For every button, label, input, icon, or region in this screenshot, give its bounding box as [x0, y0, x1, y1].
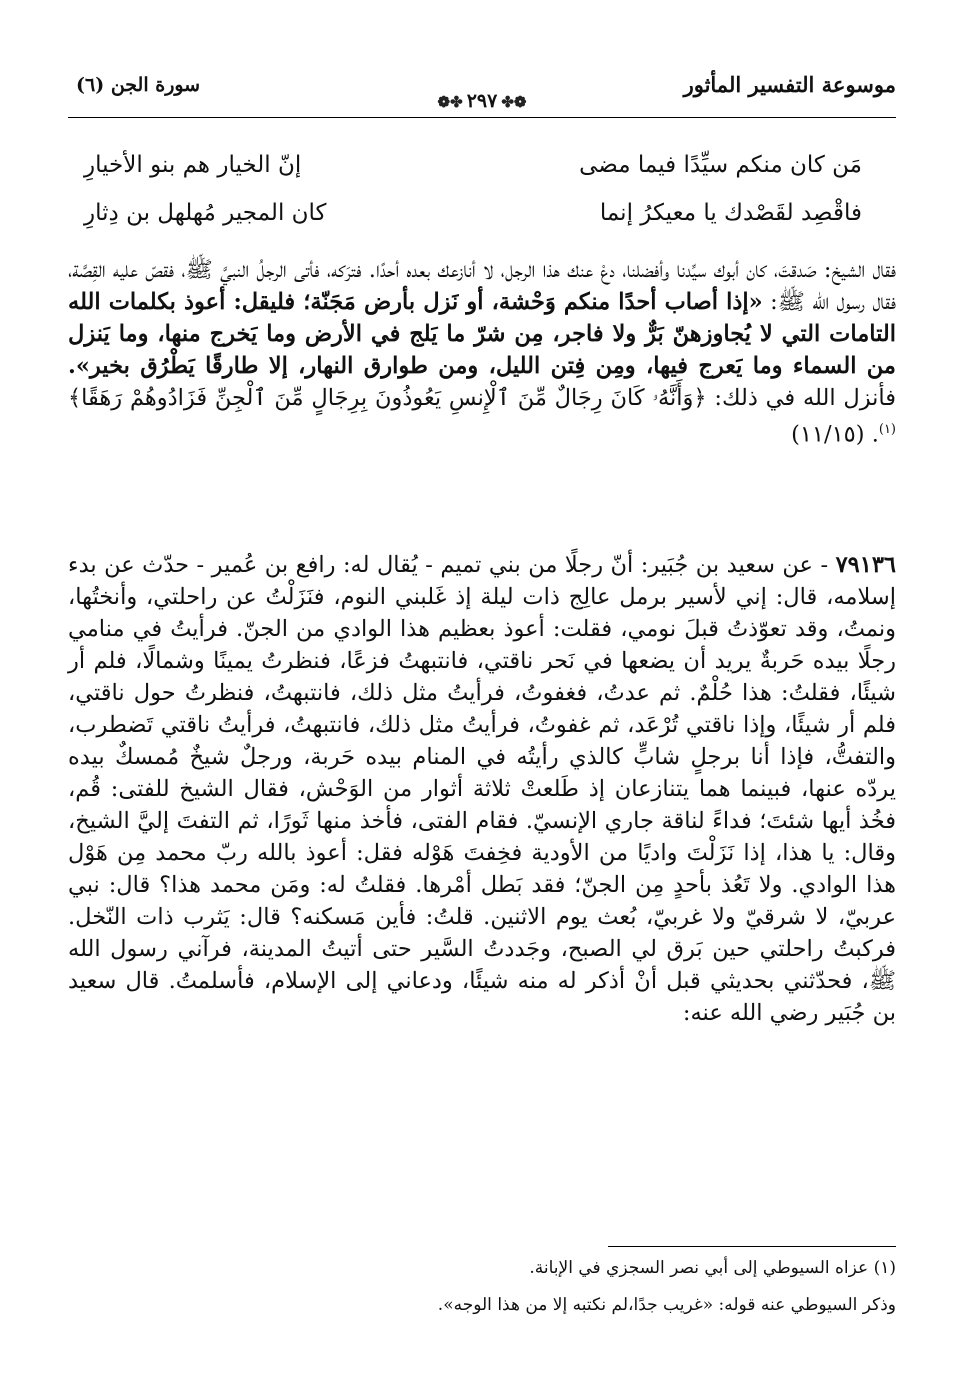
footnote-marker: (١)	[878, 422, 896, 437]
quran-verse: ﴿وَأَنَّهُۥ كَانَ رِجَالٌ مِّنَ ٱلْإِنسِ يَعُوذُونَ بِرِجَالٍ مِّنَ ٱلْجِنِّ فَزَادُوهُمْ رَهَقًا﴾	[68, 385, 707, 411]
footnote: (١) عزاه السيوطي إلى أبي نصر السجزي في الإبانة.	[529, 1258, 896, 1278]
page-number-value: ٢٩٧	[466, 90, 498, 112]
poem	[84, 152, 880, 248]
surah-title: سورة الجن (٦)	[76, 74, 201, 96]
verse	[84, 200, 880, 248]
ornament-icon: ✤❁	[437, 93, 463, 111]
reference: . (١١/١٥)	[791, 421, 879, 448]
paragraph-narration	[68, 549, 896, 1029]
hemistich-first: مَن كان منكم سيِّدًا فيما مضى	[579, 152, 862, 178]
hadith-text: «إذا أصاب أحدًا منكم وَحْشة، أو نَزل بأرض مَجَنّة؛ فليقل: أعوذ بكلمات الله التامات التي لا يُجاوزهنّ بَرٌّ ولا فاجر، مِن شرّ ما يَلج في الأرض وما يَخرج منها، وما يَنزل من السماء وما يَعرج فيها، ومِن فِتن الليل، ومن طوارق النهار، إلا طارقًا يَطْرُق بخير».	[68, 289, 896, 379]
page-number	[68, 90, 896, 112]
narration-text: - عن سعيد بن جُبَير: أنّ رجلًا من بني تميم - يُقال له: رافع بن عُمير - حدّث عن بدء إسلامه، قال: إني لأسير برمل عالِج ذات ليلة إذ غَلبني النوم، فنَزَلْتُ عن راحلتي، وأنختُها، ونمتُ، وقد تعوّذتُ قبلَ نومي، فقلت: أعوذ بعظيم هذا الوادي من الجنّ. فرأيتُ في منامي رجلًا بيده حَربةٌ يريد أن يضعها في نَحر ناقتي، فانتبهتُ فزعًا، فنظرتُ يمينًا وشمالًا، فلم أر شيئًا، فقلتُ: هذا حُلْمٌ. ثم عدتُ، فغفوتُ، فرأيتُ مثل ذلك، فانتبهتُ، فنظرتُ حول ناقتي، فلم أر شيئًا، وإذا ناقتي تُرْعَد، ثم غفوتُ، فرأيتُ مثل ذلك، فانتبهتُ، فرأيتُ ناقتي تَضطرب، والتفتُّ، فإذا أنا برجلٍ شابٍّ كالذي رأيتُه في المنام بيده حَربة، ورجلٌ شيخٌ مُمسكٌ بيده يردّه عنها، فبينما هما يتنازعان إذ طَلعتْ ثلاثة أثوار من الوَحْش، فقال الشيخ للفتى: قُم، فخُذ أيها شئتَ؛ فداءً لناقة جاري الإنسيّ. فقام الفتى، فأخذ منها ثَورًا، ثم التفتَ إليَّ الشيخ، وقال: يا هذا، إذا نَزَلْتَ واديًا من الأودية فخِفتَ هَوْله فقل: أعوذ بالله ربّ محمد مِن هَوْل هذا الوادي. ولا تَعُذ بأحدٍ مِن الجنّ؛ فقد بَطل أمْرها. فقلتُ له: ومَن محمد هذا؟ قال: نبي عربيّ، لا شرقيّ ولا غربيّ، بُعث يوم الاثنين. قلتُ: فأين مَسكنه؟ قال: يَثرب ذات النّخل. فركبتُ راحلتي حين بَرق لي الصبح، وجَددتُ السَّير حتى أتيتُ المدينة، فرآني رسول الله ﷺ، فحدّثني بحديثي قبل أنْ أذكر له منه شيئًا، ودعاني إلى الإسلام، فأسلمتُ. قال سعيد بن جُبَير رضي الله عنه:	[68, 552, 896, 1026]
footnote-rule	[608, 1246, 896, 1247]
hemistich-second: إنّ الخيار هم بنو الأخيارِ	[84, 152, 302, 178]
narrative-text: فأنزل الله في ذلك:	[714, 385, 897, 411]
narration-number: ٧٩١٣٦	[835, 552, 897, 578]
book-title: موسوعة التفسير المأثور	[683, 72, 896, 97]
page	[68, 66, 897, 1315]
header-rule	[68, 117, 896, 118]
footnote: وذكر السيوطي عنه قوله: «غريب جدًا،لم نكتبه إلا من هذا الوجه».	[437, 1295, 896, 1315]
page-header	[68, 66, 896, 112]
hemistich-second: كان المجير مُهلهل بن دِثارِ	[84, 200, 327, 226]
paragraph-story	[68, 254, 896, 451]
narrative-text: فقال الشيخ: صَدقتَ، كان أبوك سيِّدنا وأفضلنا، دعْ عنك هذا الرجل، لا أنازعك بعده أحدًا. فترَكه، فأتى الرجلُ النبيَّ ﷺ، فقصّ عليه القِصَّة، فقال رسول الله ﷺ:	[68, 257, 897, 315]
hemistich-first: فاقْصِد لقَصْدك يا معيكرُ إنما	[599, 200, 862, 226]
verse	[84, 152, 880, 200]
ornament-icon: ❁✤	[501, 93, 527, 111]
